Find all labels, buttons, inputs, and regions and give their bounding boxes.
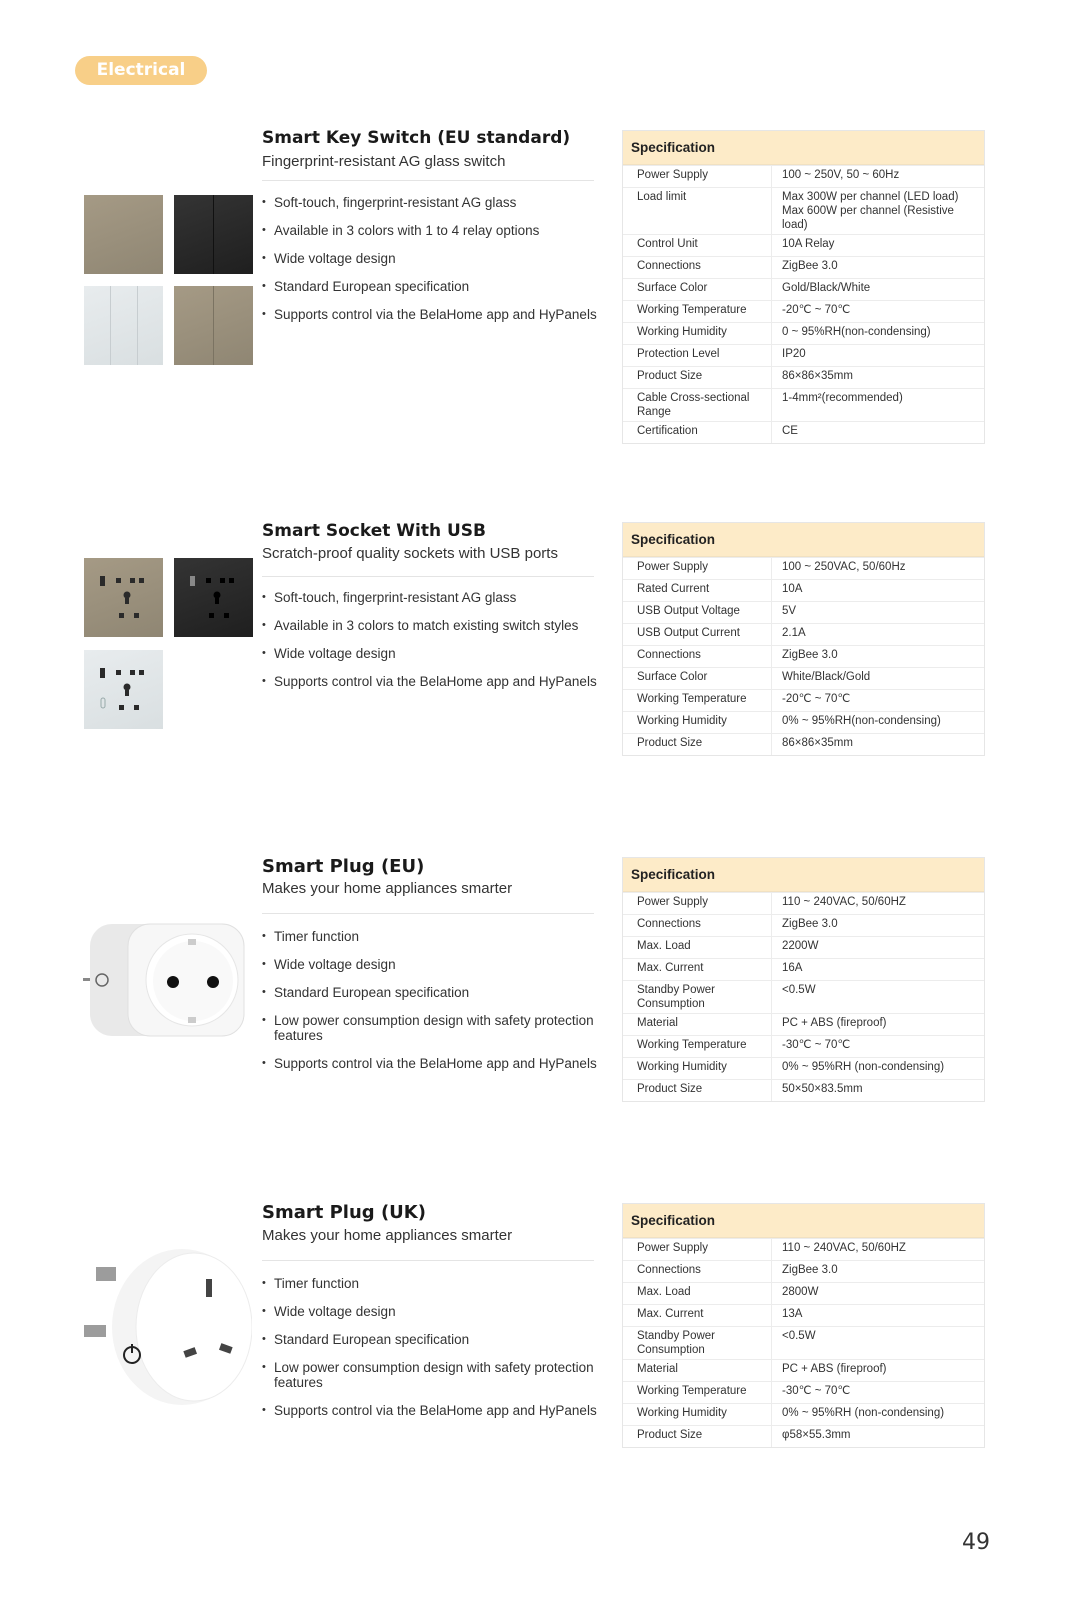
spec-row xyxy=(623,623,984,645)
feature-item: • Soft-touch, fingerprint-resistant AG glass xyxy=(262,195,602,210)
feature-list xyxy=(262,590,602,702)
feature-item: • Available in 3 colors to match existing switch styles xyxy=(262,618,602,633)
spec-key: Working Humidity xyxy=(623,712,772,733)
spec-row xyxy=(623,936,984,958)
switch-image-gold xyxy=(84,195,163,274)
spec-row xyxy=(623,234,984,256)
page-number: 49 xyxy=(962,1530,990,1555)
spec-row xyxy=(623,1238,984,1260)
spec-value: CE xyxy=(782,425,798,437)
spec-value: 100 ~ 250V, 50 ~ 60Hz xyxy=(782,169,900,181)
spec-row xyxy=(623,322,984,344)
spec-row xyxy=(623,1282,984,1304)
spec-row xyxy=(623,579,984,601)
spec-value: PC + ABS (fireproof) xyxy=(782,1017,887,1029)
feature-item: • Low power consumption design with safety protection features xyxy=(262,1360,602,1390)
spec-key: Max. Current xyxy=(623,1305,772,1326)
spec-row xyxy=(623,1013,984,1035)
spec-row xyxy=(623,645,984,667)
spec-value: 13A xyxy=(782,1308,803,1320)
product-title: Smart Socket With USB xyxy=(262,521,487,541)
spec-value: 0% ~ 95%RH (non-condensing) xyxy=(782,1061,945,1073)
feature-item: • Timer function xyxy=(262,929,602,944)
spec-key: Working Temperature xyxy=(623,301,772,322)
spec-key: Standby Power Consumption xyxy=(623,1327,772,1359)
spec-key: Protection Level xyxy=(623,345,772,366)
spec-row xyxy=(623,300,984,322)
spec-key: Power Supply xyxy=(623,1239,772,1260)
feature-item: • Wide voltage design xyxy=(262,646,602,661)
feature-item: • Low power consumption design with safety protection features xyxy=(262,1013,602,1043)
spec-row xyxy=(623,914,984,936)
spec-key: Material xyxy=(623,1014,772,1035)
spec-key: Working Humidity xyxy=(623,323,772,344)
feature-item: • Supports control via the BelaHome app and HyPanels xyxy=(262,1403,602,1418)
feature-item: • Wide voltage design xyxy=(262,1304,602,1319)
divider xyxy=(262,576,594,577)
product-subtitle: Makes your home appliances smarter xyxy=(262,1227,513,1244)
spec-value: 110 ~ 240VAC, 50/60HZ xyxy=(782,1242,906,1254)
spec-header: Specification xyxy=(623,858,984,892)
spec-value: 1-4mm²(recommended) xyxy=(782,392,903,404)
spec-value: 2.1A xyxy=(782,627,806,639)
divider xyxy=(262,913,594,914)
feature-item: • Supports control via the BelaHome app and HyPanels xyxy=(262,1056,602,1071)
feature-item: • Supports control via the BelaHome app and HyPanels xyxy=(262,307,602,322)
spec-table xyxy=(622,130,985,444)
spec-value: 5V xyxy=(782,605,797,617)
spec-row xyxy=(623,1079,984,1101)
spec-row xyxy=(623,1326,984,1359)
spec-header: Specification xyxy=(623,1204,984,1238)
spec-key: Connections xyxy=(623,915,772,936)
switch-image-gold-2 xyxy=(174,286,253,365)
spec-key: Working Temperature xyxy=(623,1382,772,1403)
spec-key: Working Humidity xyxy=(623,1058,772,1079)
feature-item: • Timer function xyxy=(262,1276,602,1291)
spec-key: Product Size xyxy=(623,367,772,388)
spec-row xyxy=(623,1381,984,1403)
spec-key: Surface Color xyxy=(623,668,772,689)
switch-image-black xyxy=(174,195,253,274)
spec-row xyxy=(623,958,984,980)
feature-item: • Standard European specification xyxy=(262,1332,602,1347)
spec-header: Specification xyxy=(623,131,984,165)
spec-value: PC + ABS (fireproof) xyxy=(782,1363,887,1375)
spec-value: Gold/Black/White xyxy=(782,282,871,294)
spec-table xyxy=(622,857,985,1102)
spec-key: Max. Current xyxy=(623,959,772,980)
spec-key: Power Supply xyxy=(623,166,772,187)
spec-row xyxy=(623,557,984,579)
spec-key: Power Supply xyxy=(623,558,772,579)
spec-value: 100 ~ 250VAC, 50/60Hz xyxy=(782,561,906,573)
product-subtitle: Makes your home appliances smarter xyxy=(262,880,513,897)
spec-row xyxy=(623,1057,984,1079)
spec-value: 16A xyxy=(782,962,803,974)
spec-value: 86×86×35mm xyxy=(782,370,853,382)
spec-value: 2800W xyxy=(782,1286,819,1298)
spec-row xyxy=(623,1260,984,1282)
spec-table xyxy=(622,522,985,756)
spec-row xyxy=(623,278,984,300)
spec-value: 0 ~ 95%RH(non-condensing) xyxy=(782,326,931,338)
spec-key: Working Temperature xyxy=(623,690,772,711)
spec-row xyxy=(623,1403,984,1425)
spec-key: Working Temperature xyxy=(623,1036,772,1057)
spec-value: 0% ~ 95%RH (non-condensing) xyxy=(782,1407,945,1419)
spec-row xyxy=(623,667,984,689)
product-title: Smart Plug (EU) xyxy=(262,856,425,877)
spec-key: Product Size xyxy=(623,1426,772,1447)
spec-value: 10A Relay xyxy=(782,238,835,250)
spec-key: Surface Color xyxy=(623,279,772,300)
socket-image-black xyxy=(174,558,253,637)
spec-row xyxy=(623,187,984,234)
spec-value: -20℃ ~ 70℃ xyxy=(782,304,851,316)
spec-key: Load limit xyxy=(623,188,772,234)
spec-header: Specification xyxy=(623,523,984,557)
feature-list xyxy=(262,195,602,335)
spec-value: 10A xyxy=(782,583,803,595)
spec-row xyxy=(623,711,984,733)
spec-value: ZigBee 3.0 xyxy=(782,918,838,930)
spec-key: USB Output Voltage xyxy=(623,602,772,623)
spec-key: Working Humidity xyxy=(623,1404,772,1425)
spec-row xyxy=(623,689,984,711)
spec-key: Max. Load xyxy=(623,1283,772,1304)
spec-row xyxy=(623,1035,984,1057)
spec-value: ZigBee 3.0 xyxy=(782,649,838,661)
spec-row xyxy=(623,165,984,187)
spec-key: Connections xyxy=(623,646,772,667)
spec-key: Cable Cross-sectional Range xyxy=(623,389,772,421)
spec-key: Max. Load xyxy=(623,937,772,958)
spec-key: Connections xyxy=(623,1261,772,1282)
spec-value: 86×86×35mm xyxy=(782,737,853,749)
spec-value: -20℃ ~ 70℃ xyxy=(782,693,851,705)
spec-row xyxy=(623,1359,984,1381)
spec-row xyxy=(623,892,984,914)
spec-key: Connections xyxy=(623,257,772,278)
product-title: Smart Plug (UK) xyxy=(262,1202,426,1223)
spec-key: Product Size xyxy=(623,734,772,755)
spec-row xyxy=(623,421,984,443)
spec-key: Control Unit xyxy=(623,235,772,256)
spec-row xyxy=(623,1304,984,1326)
spec-value: 0% ~ 95%RH(non-condensing) xyxy=(782,715,941,727)
spec-row xyxy=(623,388,984,421)
spec-value: φ58×55.3mm xyxy=(782,1429,851,1441)
spec-value: 2200W xyxy=(782,940,819,952)
spec-value: <0.5W xyxy=(782,1330,816,1342)
plug-eu-image xyxy=(80,920,250,1040)
spec-row xyxy=(623,1425,984,1447)
product-subtitle: Fingerprint-resistant AG glass switch xyxy=(262,153,506,170)
spec-row xyxy=(623,980,984,1013)
spec-row xyxy=(623,366,984,388)
product-title: Smart Key Switch (EU standard) xyxy=(262,128,571,148)
category-badge: Electrical xyxy=(75,56,207,85)
socket-image-white xyxy=(84,650,163,729)
socket-image-gold xyxy=(84,558,163,637)
spec-row xyxy=(623,344,984,366)
spec-row xyxy=(623,733,984,755)
feature-item: • Wide voltage design xyxy=(262,251,602,266)
feature-item: • Standard European specification xyxy=(262,985,602,1000)
feature-list xyxy=(262,1276,602,1431)
spec-value: ZigBee 3.0 xyxy=(782,1264,838,1276)
spec-value: -30℃ ~ 70℃ xyxy=(782,1039,851,1051)
spec-value: 50×50×83.5mm xyxy=(782,1083,863,1095)
divider xyxy=(262,1260,594,1261)
feature-list xyxy=(262,929,602,1084)
spec-value: ZigBee 3.0 xyxy=(782,260,838,272)
spec-row xyxy=(623,256,984,278)
divider xyxy=(262,180,594,181)
spec-row xyxy=(623,601,984,623)
spec-value: IP20 xyxy=(782,348,806,360)
spec-key: Power Supply xyxy=(623,893,772,914)
switch-image-white xyxy=(84,286,163,365)
spec-key: Product Size xyxy=(623,1080,772,1101)
feature-item: • Wide voltage design xyxy=(262,957,602,972)
plug-uk-image xyxy=(82,1245,252,1410)
spec-value: 110 ~ 240VAC, 50/60HZ xyxy=(782,896,906,908)
spec-key: Standby Power Consumption xyxy=(623,981,772,1013)
spec-key: Certification xyxy=(623,422,772,443)
product-subtitle: Scratch-proof quality sockets with USB ports xyxy=(262,545,558,562)
feature-item: • Standard European specification xyxy=(262,279,602,294)
spec-value: White/Black/Gold xyxy=(782,671,871,683)
spec-value: -30℃ ~ 70℃ xyxy=(782,1385,851,1397)
spec-value: <0.5W xyxy=(782,984,816,996)
spec-key: USB Output Current xyxy=(623,624,772,645)
spec-key: Rated Current xyxy=(623,580,772,601)
feature-item: • Supports control via the BelaHome app and HyPanels xyxy=(262,674,602,689)
feature-item: • Available in 3 colors with 1 to 4 relay options xyxy=(262,223,602,238)
spec-value: Max 300W per channel (LED load) Max 600W per channel (Resistive load) xyxy=(782,191,959,231)
feature-item: • Soft-touch, fingerprint-resistant AG glass xyxy=(262,590,602,605)
spec-table xyxy=(622,1203,985,1448)
spec-key: Material xyxy=(623,1360,772,1381)
